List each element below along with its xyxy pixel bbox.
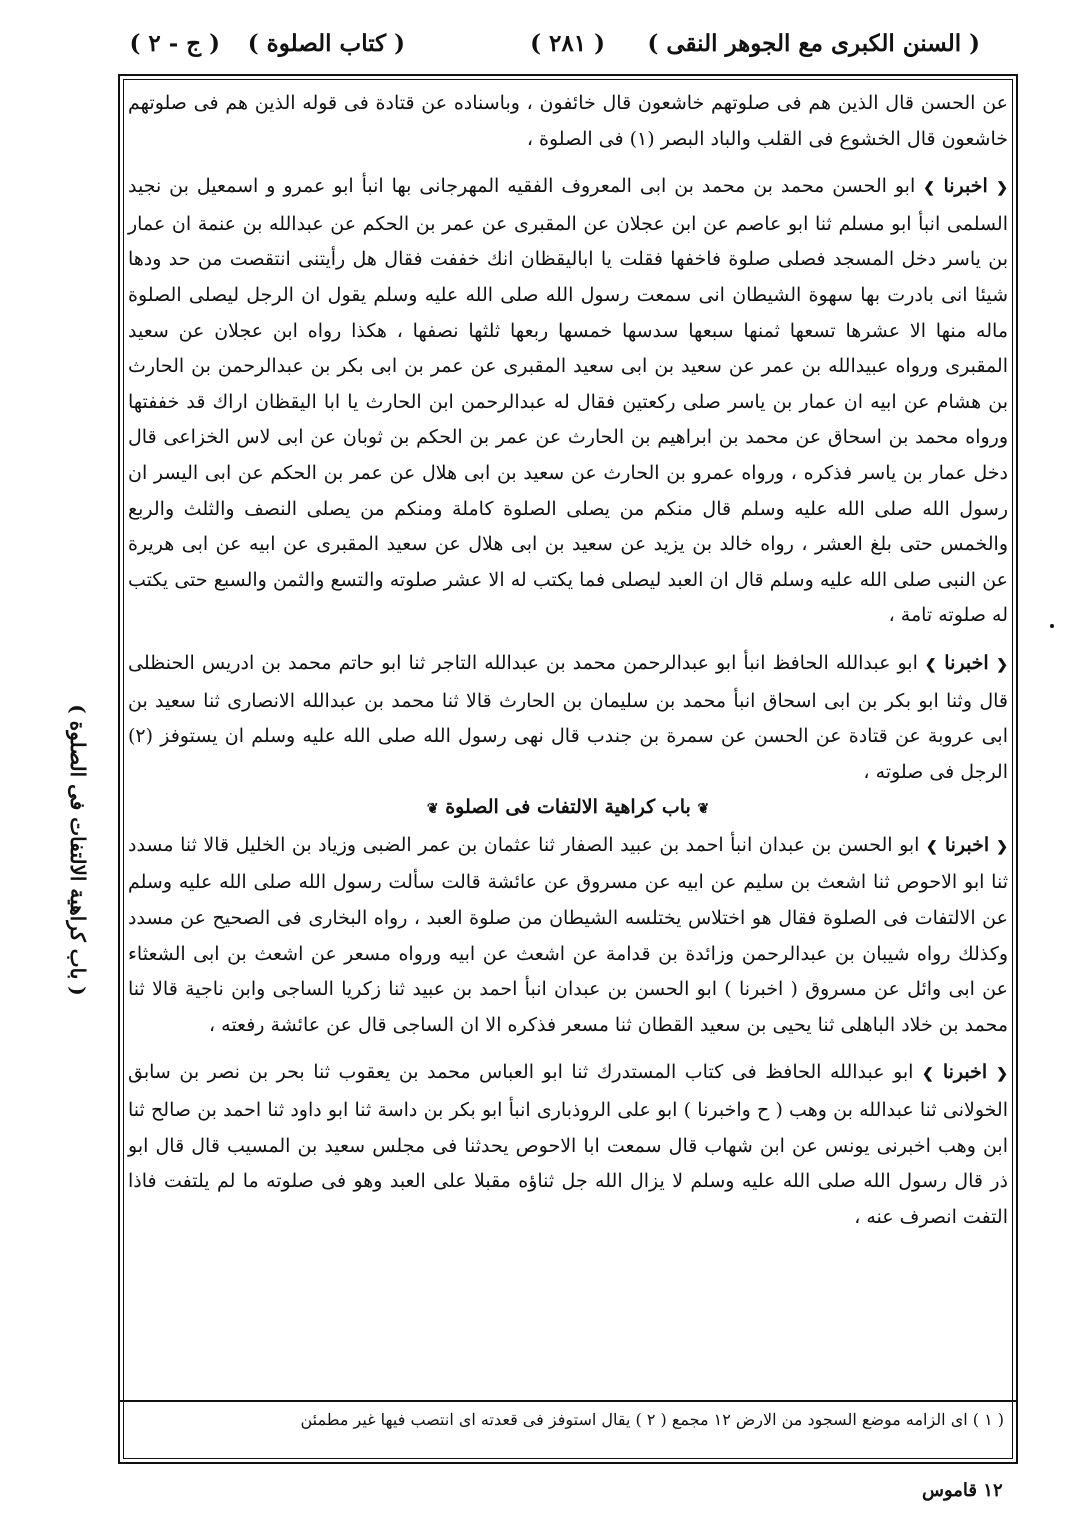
page-number: ( ٢٨١ ) — [530, 30, 605, 57]
paragraph-2: ❮ اخبرنا ❯ ابو الحسن محمد بن محمد بن ابى المعروف الفقيه المهرجانى بها انبأ ابو عمرو و اسمعيل بن نجيد السلمى انبأ ابو مسلم ثنا ابو عاصم عن ابن عجلان عن المقبرى عن عمر بن الحكم عن عبدالله بن عنمة ان عمار بن ياسر دخل المسجد فصلى صلوة فاخفها فقلت يا اباليقظان انك خففت فقال هل رأيتنى انتقصت من حد ودها شيئا انى بادرت بها سهوة الشيطان انى سمعت رسول الله صلى الله عليه وسلم يقول ان الرجل ليصلى الصلوة ماله منها الا عشرها تسعها ثمنها سبعها سدسها خمسها ربعها ثلثها نصفها ، هكذا رواه ابن عجلان عن سعيد المقبرى ورواه عبيدالله بن عمر عن سعيد بن ابى سعيد المقبرى عن عمر بن ابى بكر بن عبدالرحمن بن الحارث بن هشام عن ابيه ان عمار بن ياسر صلى ركعتين فقال له عبدالرحمن ابن الحارث يا ابا اليقظان اراك قد خففتها ورواه محمد بن اسحاق عن محمد بن ابراهيم بن الحارث عن عمر بن الحكم بن ثوبان عن ابى لاس الخزاعى قال دخل عمار بن ياسر فذكره ، ورواه عمرو بن الحارث عن سعيد بن ابى هلال عن عمر بن الحكم عن ابى اليسر ان رسول الله صلى الله عليه وسلم قال منكم من يصلى الصلوة كاملة ومنكم من يصلى النصف والثلث والربع والخمس حتى بلغ العشر ، رواه خالد بن يزيد عن سعيد بن ابى هلال عن سعيد المقبرى عن ابيه عن ابى هريرة عن النبى صلى الله عليه وسلم قال ان العبد ليصلى فما يكتب له الا عشر صلوته والتسع والثمن والسبع حتى يكتب له صلوته تامة ، — [128, 175, 1009, 627]
paragraph-1: عن الحسن قال الذين هم فى صلوتهم خاشعون قال خائفون ، وباسناده عن قتادة فى قوله الذين هم فى صلوتهم خاشعون قال الخشوع فى القلب والباد البصر (١) فى الصلوة ، — [128, 92, 1008, 150]
main-text — [128, 86, 1008, 1235]
volume-number: ( ج - ٢ ) — [129, 30, 220, 57]
running-header — [120, 30, 980, 70]
akhbarana-label: ❮ اخبرنا ❯ — [924, 651, 1008, 674]
ornament-right-icon: ❦ — [426, 801, 439, 818]
margin-note — [48, 660, 108, 1040]
text-frame — [118, 74, 1018, 1464]
book-title: ( السنن الكبرى مع الجوهر النقى ) — [647, 30, 980, 57]
ornament-open-icon: ❮ — [996, 1066, 1009, 1083]
paragraph-gap — [128, 1043, 1008, 1055]
paragraph-gap — [128, 157, 1008, 169]
footnote-line: ( ١ ) اى الزامه موضع السجود من الارض ١٢ مجمع ( ٢ ) يقال استوفز فى قعدته اى انتصب فيها غير مطمئن — [300, 1410, 1004, 1429]
ornament-close-icon: ❯ — [922, 1066, 934, 1083]
akhbarana-label: ❮ اخبرنا ❯ — [926, 833, 1008, 856]
chapter-title: ( كتاب الصلوة ) — [247, 30, 405, 57]
footnotes — [120, 1400, 1016, 1462]
ornament-close-icon: ❯ — [926, 838, 938, 855]
akhbarana-label: ❮ اخبرنا ❯ — [923, 175, 1009, 198]
paragraph-3: ❮ اخبرنا ❯ ابو عبدالله الحافظ انبأ ابو عبدالرحمن محمد بن عبدالله التاجر ثنا ابو حاتم محمد بن ادريس الحنظلى قال وثنا ابو بكر بن ابى اسحاق انبأ محمد بن سليمان بن الحارث قالا ثنا محمد بن عبدالله الانصارى ثنا سعيد بن ابى عروبة عن قتادة عن الحسن عن سمرة بن جندب قال نهى رسول الله صلى الله عليه وسلم ان يستوفز (٢) الرجل فى صلوته ، — [128, 651, 1008, 783]
paragraph-5: ❮ اخبرنا ❯ ابو عبدالله الحافظ فى كتاب المستدرك ثنا ابو العباس محمد بن يعقوب ثنا بحر بن نصر بن سابق الخولانى ثنا عبدالله بن وهب ( ح واخبرنا ) ابو على الروذبارى انبأ ابو بكر بن داسة ثنا ابو داود ثنا احمد بن صالح ثنا ابن وهب اخبرنى يونس عن ابن شهاب قال سمعت ابا الاحوص يحدثنا فى مجلس سعيد بن المسيب قال قال ابو ذر قال رسول الله صلى الله عليه وسلم لا يزال الله جل ثناؤه مقبلا على العبد وهو فى صلوته ما لم يلتفت فاذا التفت انصرف عنه ، — [128, 1061, 1009, 1228]
ornament-close-icon: ❯ — [924, 656, 937, 673]
paragraph-4: ❮ اخبرنا ❯ ابو الحسن بن عبدان انبأ احمد بن عبيد الصفار ثنا عثمان بن عمر الضبى وزياد بن الخليل قالا ثنا مسدد ثنا ابو الاحوص ثنا اشعث بن سليم عن ابيه عن مسروق عن عائشة قالت سألت رسول الله صلى الله عليه وسلم عن الالتفات فى الصلوة فقال هو اختلاس يختلسه الشيطان من صلوة العبد ، رواه البخارى فى الصحيح عن مسدد وكذلك رواه شيبان بن عبدالرحمن وزائدة بن قدامة عن اشعث عن ابيه ورواه مسعر عن اشعث بن ابى الشعثاء عن ابى وائل عن مسروق ( اخبرنا ) ابو الحسن بن عبدان انبأ احمد بن عبيد ثنا زكريا الساجى وابن ناجية قالا ثنا محمد بن خلاد الباهلى ثنا يحيى بن سعيد القطان ثنا مسعر فذكره الا ان الساجى قال عن عائشة رفعته ، — [128, 833, 1008, 1036]
page-signature: ١٢ قاموس — [922, 1480, 1003, 1501]
ornament-close-icon: ❯ — [923, 180, 935, 197]
section-heading: ❦ باب كراهية الالتفات فى الصلوة ❦ — [426, 796, 710, 819]
margin-dot — [1050, 624, 1054, 628]
ornament-open-icon: ❮ — [996, 656, 1008, 673]
ornament-open-icon: ❮ — [996, 180, 1009, 197]
ornament-open-icon: ❮ — [996, 838, 1008, 855]
akhbarana-label: ❮ اخبرنا ❯ — [922, 1061, 1009, 1084]
paragraph-gap — [128, 634, 1008, 646]
margin-note-text: ( باب كراهية الالتفات فى الصلوة ) — [66, 704, 90, 996]
ornament-left-icon: ❦ — [697, 801, 710, 818]
